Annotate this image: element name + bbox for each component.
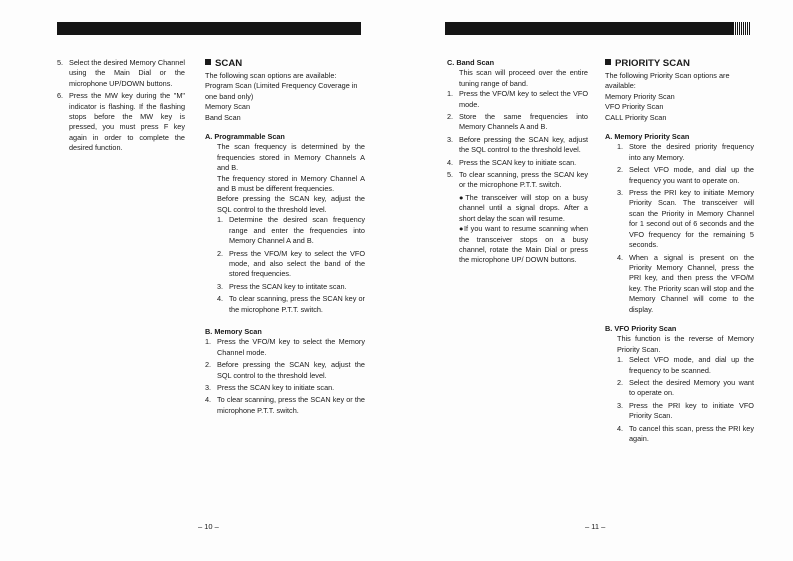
priority-intro: The following Priority Scan options are available: bbox=[605, 71, 730, 91]
list-item: 5. Select the desired Memory Channel using the Main Dial or the microphone UP/DOWN buttons. bbox=[57, 58, 185, 88]
column-3 bbox=[447, 58, 588, 266]
list-item: 1. Press the VFO/M key to select the Memory Channel mode. bbox=[205, 337, 365, 357]
list-item: 3. Press the SCAN key to intitate scan. bbox=[217, 281, 347, 291]
scan-option: Memory Scan bbox=[205, 102, 251, 112]
band-scan-heading: C. Band Scan bbox=[447, 58, 495, 67]
memory-scan-steps bbox=[205, 337, 365, 416]
memory-priority-heading: A. Memory Priority Scan bbox=[605, 132, 690, 142]
list-item: 4. Press the SCAN key to initiate scan. bbox=[447, 157, 577, 167]
header-bar-stripes bbox=[733, 22, 751, 35]
priority-option: VFO Priority Scan bbox=[605, 102, 664, 112]
header-bar-left bbox=[57, 22, 361, 35]
programmable-scan-heading: A. Programmable Scan bbox=[205, 132, 285, 142]
list-item: 3. Before pressing the SCAN key, adjust the SQL control to the threshold level. bbox=[447, 134, 588, 155]
vfo-priority-steps bbox=[605, 355, 754, 444]
column-4 bbox=[605, 58, 754, 446]
paragraph: This function is the reverse of Memory Priority Scan. bbox=[617, 334, 754, 354]
paragraph: The scan frequency is determined by the frequencies stored in Memory Channels A and B. bbox=[217, 142, 365, 173]
bullet-square-icon bbox=[205, 59, 211, 65]
scan-title: SCAN bbox=[205, 58, 365, 70]
paragraph: The frequency stored in Memory Channel A and B must be different frequencies. bbox=[217, 173, 365, 194]
list-item: 4. To clear scanning, press the SCAN key or the microphone P.T.T. switch. bbox=[217, 294, 365, 314]
memory-scan-heading: B. Memory Scan bbox=[205, 326, 262, 336]
scan-option: Band Scan bbox=[205, 112, 241, 122]
list-item: 1. Select VFO mode, and dial up the frequency to be scanned. bbox=[617, 355, 754, 375]
vfo-priority-heading: B. VFO Priority Scan bbox=[605, 323, 677, 333]
scan-intro: The following scan options are available: bbox=[205, 71, 337, 80]
header-bar-right bbox=[445, 22, 751, 35]
list-item: 5. To clear scanning, press the SCAN key or the microphone P.T.T. switch. bbox=[447, 170, 588, 190]
list-item: 4. To cancel this scan, press the PRI key again. bbox=[617, 423, 754, 443]
programmable-scan-steps bbox=[205, 215, 365, 315]
list-item: 4. To clear scanning, press the SCAN key or the microphone P.T.T. switch. bbox=[205, 395, 365, 415]
list-item: 3. Press the SCAN key to initiate scan. bbox=[205, 382, 335, 392]
memory-priority-steps bbox=[605, 142, 754, 315]
column-2 bbox=[205, 58, 365, 418]
column-1 bbox=[57, 58, 185, 156]
list-item: 3. Press the PRI key to initiate VFO Priority Scan. bbox=[617, 400, 754, 421]
memory-store-steps bbox=[57, 58, 185, 154]
priority-option: Memory Priority Scan bbox=[605, 91, 675, 101]
list-item: 1. Determine the desired scan frequency range and enter the frequencies into Memory Channel A and B. bbox=[217, 215, 365, 246]
list-item: 2. Before pressing the SCAN key, adjust the SQL control to the threshold level. bbox=[205, 360, 365, 380]
scan-option: Program Scan (Limited Frequency Coverage in one band only) bbox=[205, 81, 358, 101]
list-item: 4. When a signal is present on the Priority Memory Channel, press the PRI key, and then press the VFO/M key. The Priority scan will stop and the Memory Channel will come to the display. bbox=[617, 252, 754, 314]
band-scan-steps bbox=[435, 89, 588, 191]
list-item: 2. Select the desired Memory you want to operate on. bbox=[617, 377, 754, 398]
list-item: 2. Store the same frequencies into Memory Channels A and B. bbox=[447, 112, 588, 132]
note: ●If you want to resume scanning when the transceiver stops on a busy channel, rotate the Main Dial or press the microphone UP/ DOWN buttons. bbox=[459, 224, 588, 265]
bullet-square-icon bbox=[605, 59, 611, 65]
page-number-left: – 10 – bbox=[198, 522, 219, 531]
list-item: 1. Press the VFO/M key to select the VFO mode. bbox=[447, 89, 588, 109]
list-item: 6. Press the MW key during the "M" indicator is flashing. If the flashing stops before the MW key is pressed, you must press F key again in order to complete the desired function. bbox=[57, 91, 185, 153]
list-item: 3. Press the PRI key to initiate Memory Priority Scan. The transceiver will scan the Priority in Memory Channel for 1 second out of 6 seconds and the VFO frequency for the remaining 5 seconds. bbox=[617, 188, 754, 250]
list-item: 2. Select VFO mode, and dial up the frequency you want to operate on. bbox=[617, 165, 754, 185]
note: ●The transceiver will stop on a busy channel until a signal drops. After a short delay the scan will resume. bbox=[459, 192, 588, 223]
priority-option: CALL Priority Scan bbox=[605, 112, 667, 122]
list-item: 1. Store the desired priority frequency into any Memory. bbox=[617, 142, 754, 162]
page-number-right: – 11 – bbox=[585, 522, 606, 531]
paragraph: This scan will proceed over the entire tuning range of band. bbox=[459, 68, 588, 88]
priority-scan-title: PRIORITY SCAN bbox=[605, 58, 754, 70]
list-item: 2. Press the VFO/M key to select the VFO mode, and also select the band of the stored frequencies. bbox=[217, 248, 365, 279]
paragraph: Before pressing the SCAN key, adjust the SQL control to the threshold level. bbox=[217, 194, 365, 214]
